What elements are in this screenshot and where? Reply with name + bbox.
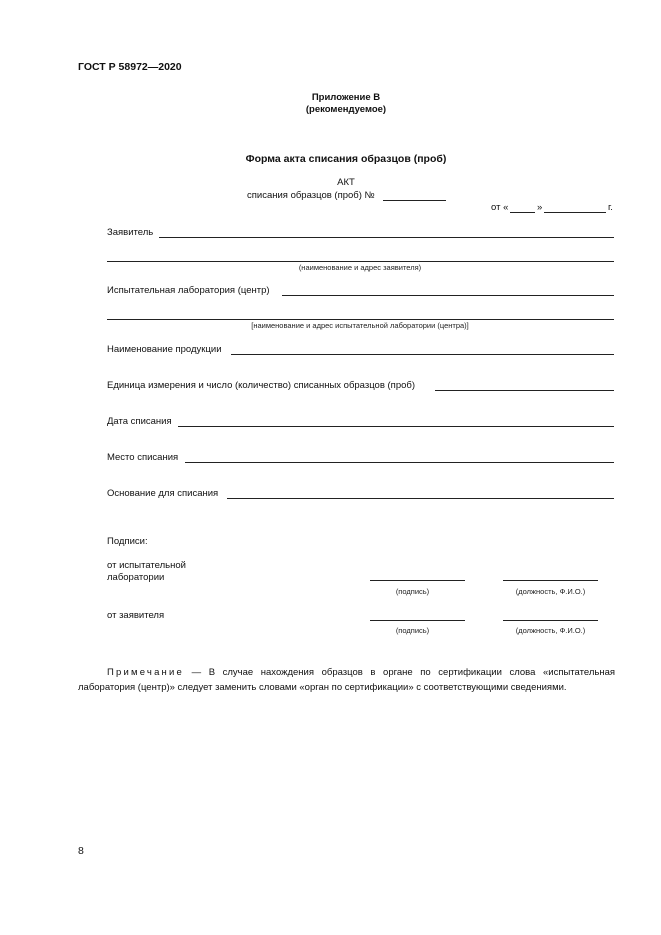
place-field[interactable]	[185, 462, 614, 463]
applicant-position-field[interactable]	[503, 620, 598, 621]
basis-label: Основание для списания	[107, 488, 219, 499]
form-title: Форма акта списания образцов (проб)	[245, 153, 447, 165]
applicant-position-caption: (должность, Ф.И.О.)	[515, 626, 586, 635]
sig-lab-label-1: от испытательной	[107, 560, 186, 571]
appendix-title: Приложение В	[311, 92, 381, 103]
place-label: Место списания	[107, 452, 179, 463]
sig-applicant-label: от заявителя	[107, 610, 165, 621]
sig-lab-label-2: лаборатории	[107, 572, 165, 583]
lab-signature-field[interactable]	[370, 580, 465, 581]
year-suffix: г.	[608, 202, 613, 213]
note	[78, 665, 615, 695]
lab-position-caption: (должность, Ф.И.О.)	[515, 587, 586, 596]
act-number-field[interactable]	[383, 200, 446, 201]
page-number: 8	[78, 845, 84, 857]
lab-label: Испытательная лаборатория (центр)	[107, 285, 270, 296]
applicant-signature-caption: (подпись)	[395, 626, 430, 635]
writeoff-date-label: Дата списания	[107, 416, 172, 427]
writeoff-date-field[interactable]	[178, 426, 614, 427]
signatures-heading: Подписи:	[107, 536, 148, 547]
date-quote-close: »	[537, 202, 543, 213]
lab-field-line2[interactable]	[107, 319, 614, 320]
product-label: Наименование продукции	[107, 344, 222, 355]
note-text: — В случае нахождения образцов в органе по сертификации слова «испытательная лаборатория (центр)» следует заменить словами «орган по сертификации» с соответствующими сведениями.	[78, 667, 615, 693]
lab-caption: [наименование и адрес испытательной лаборатории (центра)]	[251, 321, 469, 330]
act-subtitle: списания образцов (проб) №	[247, 190, 375, 201]
date-day-field[interactable]	[510, 212, 535, 213]
applicant-field[interactable]	[159, 237, 614, 238]
product-field[interactable]	[231, 354, 614, 355]
applicant-label: Заявитель	[107, 227, 154, 238]
lab-position-field[interactable]	[503, 580, 598, 581]
unit-label: Единица измерения и число (количество) списанных образцов (проб)	[107, 380, 415, 391]
basis-field[interactable]	[227, 498, 614, 499]
date-month-field[interactable]	[544, 212, 606, 213]
applicant-caption: (наименование и адрес заявителя)	[298, 263, 422, 272]
applicant-signature-field[interactable]	[370, 620, 465, 621]
lab-signature-caption: (подпись)	[395, 587, 430, 596]
note-label: Примечание	[107, 667, 184, 678]
appendix-subtitle: (рекомендуемое)	[305, 104, 387, 115]
act-word: АКТ	[337, 177, 355, 188]
lab-field[interactable]	[282, 295, 614, 296]
applicant-field-line2[interactable]	[107, 261, 614, 262]
standard-header: ГОСТ Р 58972—2020	[78, 61, 182, 73]
date-from-label: от «	[491, 202, 509, 213]
unit-field[interactable]	[435, 390, 614, 391]
